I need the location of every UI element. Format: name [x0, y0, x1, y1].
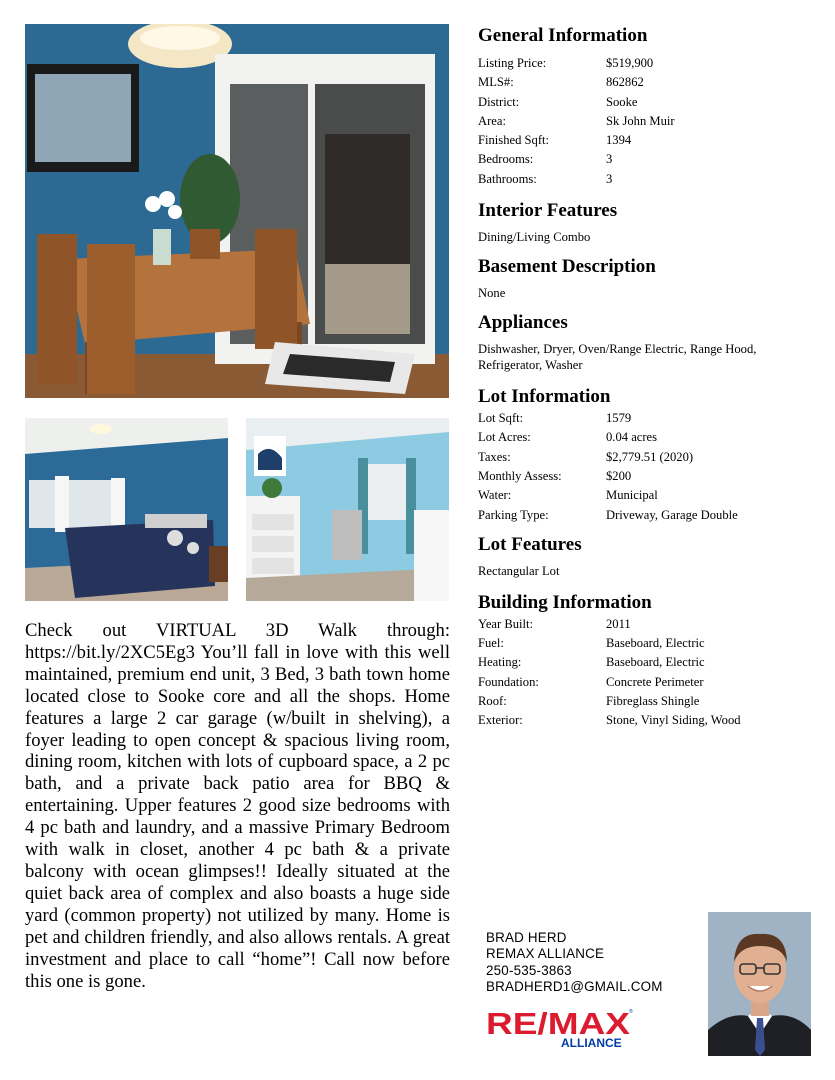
- agent-name: BRAD HERD: [486, 930, 567, 945]
- detail-row: Exterior: Stone, Vinyl Siding, Wood: [478, 713, 741, 728]
- listing-details: [478, 24, 813, 731]
- remax-logo-subtext: ALLIANCE: [561, 1036, 622, 1050]
- detail-row: Year Built: 2011: [478, 616, 631, 631]
- detail-row: Water: Municipal: [478, 488, 658, 503]
- building-information-table: [478, 615, 813, 731]
- appliances-text: Dishwasher, Dryer, Oven/Range Electric, Range Hood, Refrigerator, Washer: [478, 342, 757, 373]
- detail-row: Lot Acres: 0.04 acres: [478, 430, 658, 445]
- detail-row: Bedrooms: 3: [478, 152, 613, 167]
- detail-row: Monthly Assess: $200: [478, 468, 632, 483]
- detail-row: MLS#: 862862: [478, 75, 644, 90]
- appliances-title: Appliances: [478, 312, 568, 334]
- detail-row: Finished Sqft: 1394: [478, 133, 632, 148]
- detail-row: Lot Sqft: 1579: [478, 411, 632, 426]
- interior-features-title: Interior Features: [478, 200, 618, 222]
- basement-description-title: Basement Description: [478, 256, 656, 278]
- lot-information-title: Lot Information: [478, 386, 611, 408]
- detail-row: Listing Price: $519,900: [478, 56, 654, 70]
- detail-row: Heating: Baseboard, Electric: [478, 655, 705, 670]
- svg-text:®: ®: [629, 1009, 633, 1015]
- primary-bedroom-photo: [25, 418, 228, 601]
- remax-logo: [486, 1006, 636, 1050]
- agent-phone[interactable]: 250-535-3863: [486, 962, 572, 978]
- agent-contact: [486, 930, 663, 996]
- detail-row: Fuel: Baseboard, Electric: [478, 636, 705, 651]
- detail-row: Parking Type: Driveway, Garage Double: [478, 507, 738, 522]
- detail-row: Roof: Fibreglass Shingle: [478, 694, 700, 709]
- general-information-title: General Information: [478, 25, 648, 46]
- second-bedroom-photo: [246, 418, 449, 601]
- general-information-table: [478, 54, 813, 189]
- detail-row: Area: Sk John Muir: [478, 113, 675, 128]
- detail-row: Bathrooms: 3: [478, 171, 613, 186]
- basement-description-text: None: [478, 286, 506, 301]
- listing-description: Check out VIRTUAL 3D Walk through: https://bit.ly/2XC5Eg3 You’ll fall in love with this well maintained, premium end unit, 3 Bed, 3 bath town home located close to Sooke core and all the shops. Home features a large 2 car garage (w/built in shelving), a foyer leading to open concept & spacious living room, dining room, kitchen with lots of cupboard space, a 2 pc bath, and a private back patio area for BBQ & entertaining. Upper features 2 good size bedrooms with 4 pc bath and laundry, and a massive Primary Bedroom with walk in closet, another 4 pc bath & a private balcony with ocean glimpses!! Ideally situated at the quiet back area of complex and also boasts a huge side yard (common property) not utilized by many. Home is pet and children friendly, and also allows rentals. A great investment and place to call “home”! Call now before this one is gone.: [25, 620, 450, 992]
- building-information-title: Building Information: [478, 591, 652, 613]
- detail-row: District: Sooke: [478, 94, 638, 109]
- lot-features-title: Lot Features: [478, 533, 582, 555]
- agent-email[interactable]: BRADHERD1@GMAIL.COM: [486, 979, 663, 995]
- agent-headshot: [708, 912, 811, 1056]
- remax-logo-text: RE/MAX: [486, 1006, 631, 1041]
- detail-row: Taxes: $2,779.51 (2020): [478, 449, 694, 464]
- agent-brokerage: REMAX ALLIANCE: [486, 946, 605, 962]
- dining-room-photo: [25, 24, 449, 398]
- lot-information-table: [478, 409, 813, 525]
- lot-features-text: Rectangular Lot: [478, 563, 560, 578]
- interior-features-text: Dining/Living Combo: [478, 230, 591, 245]
- detail-row: Foundation: Concrete Perimeter: [478, 674, 704, 689]
